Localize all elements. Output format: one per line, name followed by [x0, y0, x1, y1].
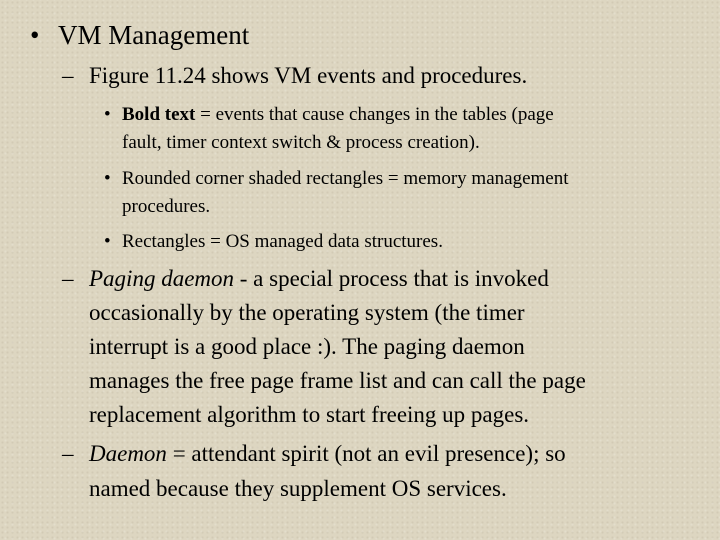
figure-text: Figure 11.24 shows VM events and procedures.	[89, 63, 528, 88]
daemon-line2: named because they supplement OS services.	[89, 476, 507, 501]
heading-text: VM Management	[58, 20, 250, 50]
sub-item-2-line2: procedures.	[122, 196, 211, 217]
daemon-line1	[89, 441, 566, 467]
daemon-line1-rest: = attendant spirit (not an evil presence); so	[166, 441, 566, 466]
paging-line1	[89, 266, 549, 292]
heading-bullet: •	[30, 20, 40, 50]
sub-item-2-bullet: •	[104, 168, 111, 189]
sub-item-1-bullet: •	[104, 104, 111, 125]
paging-dash: –	[62, 266, 74, 291]
daemon-dash: –	[62, 441, 74, 466]
sub-item-2-line1: Rounded corner shaded rectangles = memory management	[122, 168, 569, 189]
sub-item-1-line2: fault, timer context switch & process creation).	[122, 132, 480, 153]
sub-item-3-line1: Rectangles = OS managed data structures.	[122, 231, 443, 252]
sub-item-1-line1	[122, 104, 554, 126]
paging-line2: occasionally by the operating system (the timer	[89, 300, 525, 325]
paging-line1-rest: - a special process that is invoked	[234, 266, 549, 291]
paging-line3: interrupt is a good place :). The paging daemon	[89, 334, 525, 359]
sub-item-1-lead: Bold text	[122, 104, 196, 125]
daemon-term: Daemon	[89, 441, 167, 466]
heading-line	[30, 20, 39, 51]
figure-dash: –	[62, 63, 74, 88]
sub-item-3-bullet: •	[104, 231, 111, 252]
paging-term: Paging daemon	[89, 266, 235, 291]
paging-line5: replacement algorithm to start freeing up pages.	[89, 402, 530, 427]
sub-item-1-rest: = events that cause changes in the tables (page	[195, 104, 554, 125]
paging-line4: manages the free page frame list and can call the page	[89, 368, 586, 393]
